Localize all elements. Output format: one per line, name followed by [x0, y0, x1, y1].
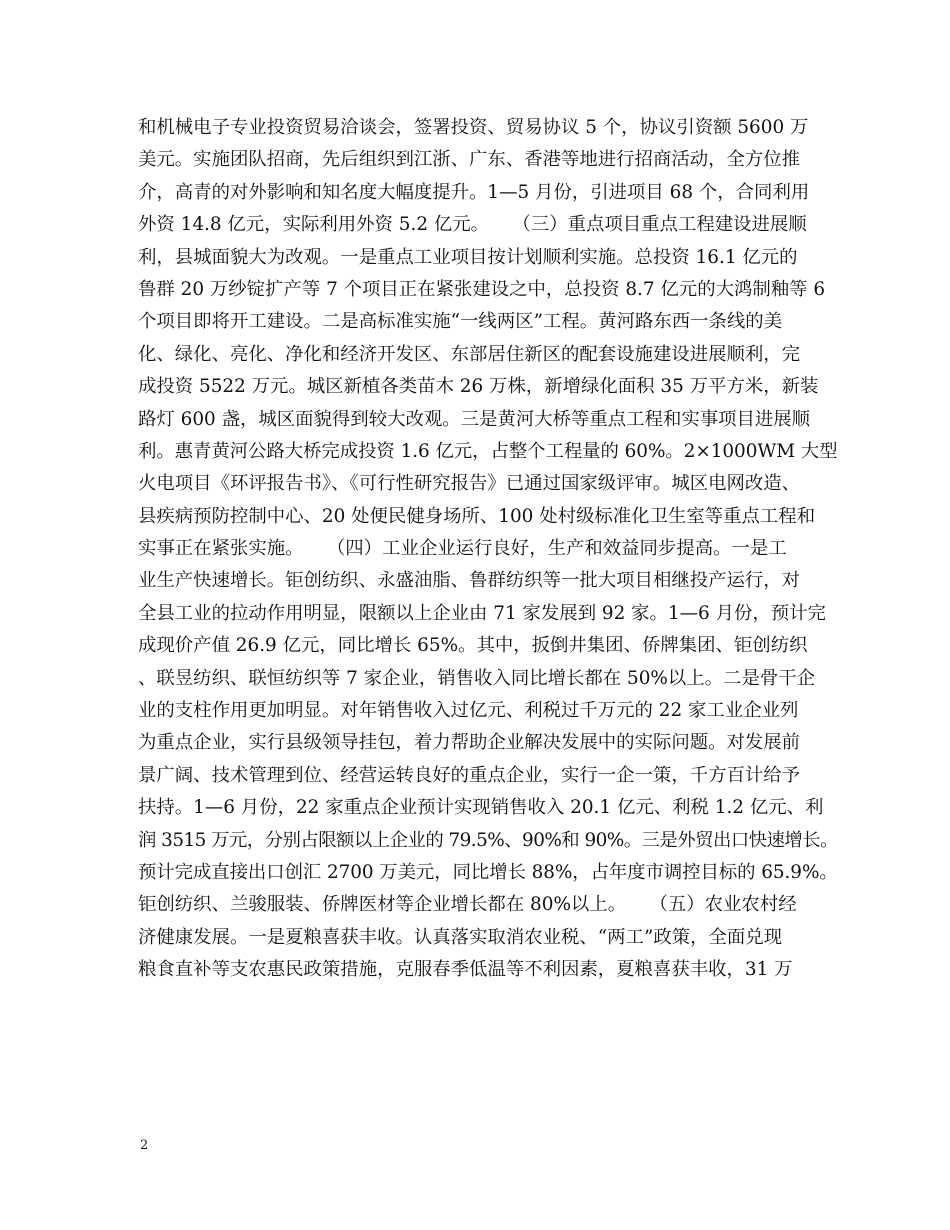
text-line: 利，县城面貌大为改观。一是重点工业项目按计划顺利实施。总投资 16.1 亿元的 — [138, 246, 798, 268]
text-line: 个项目即将开工建设。二是高标准实施“一线两区”工程。黄河路东西一条线的美 — [138, 311, 783, 333]
text-line: 火电项目《环评报告书》、《可行性研究报告》已通过国家级评审。城区电网改造、 — [138, 473, 801, 495]
text-line: 介，高青的对外影响和知名度大幅度提升。1—5 月份，引进项目 68 个，合同利用 — [138, 181, 810, 203]
text-line: 济健康发展。一是夏粮喜获丰收。认真落实取消农业税、“两工”政策，全面兑现 — [138, 926, 783, 948]
text-line: 成现价产值 26.9 亿元，同比增长 65%。其中，扳倒井集团、侨牌集团、钜创纺织 — [138, 635, 808, 657]
text-line: 为重点企业，实行县级领导挂包，着力帮助企业解决发展中的实际问题。对发展前 — [138, 732, 801, 754]
text-line: 利。惠青黄河公路大桥完成投资 1.6 亿元，占整个工程量的 60%。2×1000WM 大型 — [138, 440, 838, 462]
text-line: 美元。实施团队招商，先后组织到江浙、广东、香港等地进行招商活动，全方位推 — [138, 149, 801, 171]
text-line: 景广阔、技术管理到位、经营运转良好的重点企业，实行一企一策，千方百计给予 — [138, 764, 801, 786]
text-line: 成投资 5522 万元。城区新植各类苗木 26 万株，新增绿化面积 35 万平方米，新装 — [138, 376, 819, 398]
text-line: 润 3515 万元，分别占限额以上企业的 79.5%、90%和 90%。三是外贸出口快速增长。 — [138, 829, 838, 851]
text-line: 外资 14.8 亿元，实际利用外资 5.2 亿元。 （三）重点项目重点工程建设进展顺 — [138, 214, 807, 236]
text-line: 实事正在紧张实施。 （四）工业企业运行良好，生产和效益同步提高。一是工 — [138, 538, 787, 560]
text-line: 业生产快速增长。钜创纺织、永盛油脂、鲁群纺织等一批大项目相继投产运行，对 — [138, 570, 801, 592]
text-line: 和机械电子专业投资贸易洽谈会，签署投资、贸易协议 5 个，协议引资额 5600 万 — [138, 117, 809, 138]
text-line: 鲁群 20 万纱锭扩产等 7 个项目正在紧张建设之中，总投资 8.7 亿元的大鸿制釉等 6 — [138, 278, 826, 300]
text-line: 县疾病预防控制中心、20 处便民健身场所、100 处村级标准化卫生室等重点工程和 — [138, 505, 816, 527]
text-line: 钜创纺织、兰骏服装、侨牌医材等企业增长都在 80%以上。 （五）农业农村经 — [138, 894, 797, 916]
text-line: 、联昱纺织、联恒纺织等 7 家企业，销售收入同比增长都在 50%以上。二是骨干企 — [138, 667, 816, 689]
text-line: 预计完成直接出口创汇 2700 万美元，同比增长 88%，占年度市调控目标的 65.9%。 — [138, 861, 838, 883]
text-line: 粮食直补等支农惠民政策措施，克服春季低温等不利因素，夏粮喜获丰收，31 万 — [138, 959, 793, 981]
text-line: 业的支柱作用更加明显。对年销售收入过亿元、利税过千万元的 22 家工业企业列 — [138, 700, 799, 722]
text-line: 全县工业的拉动作用明显，限额以上企业由 71 家发展到 92 家。1—6 月份，预计完 — [138, 602, 826, 624]
body-text — [138, 112, 838, 987]
text-line: 扶持。1—6 月份，22 家重点企业预计实现销售收入 20.1 亿元、利税 1.2 亿元、利 — [138, 797, 824, 819]
text-line: 路灯 600 盏，城区面貌得到较大改观。三是黄河大桥等重点工程和实事项目进展顺 — [138, 408, 811, 430]
text-line: 化、绿化、亮化、净化和经济开发区、东部居住新区的配套设施建设进展顺利，完 — [138, 343, 801, 365]
page-number: 2 — [140, 1138, 149, 1153]
